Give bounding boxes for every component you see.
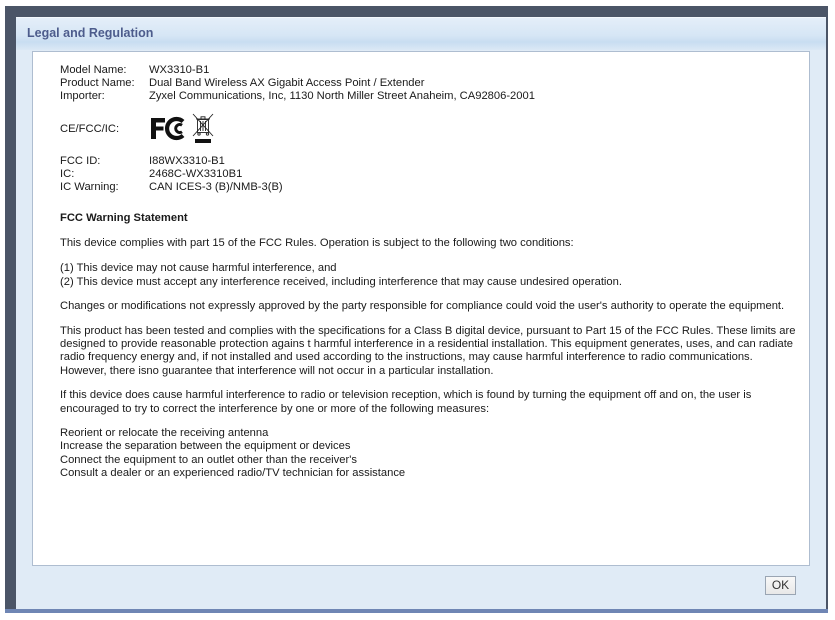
fcc-interference-text: If this device does cause harmful interference to radio or television reception, which is found by turning the equipment off and on, the user is encouraged to try to correct the interference by one or more of the following measures: (60, 389, 752, 415)
modal-frame (5, 6, 828, 609)
ic-warning-label: IC Warning: (60, 181, 119, 193)
legal-content-panel[interactable] (32, 51, 810, 566)
importer-value: Zyxel Communications, Inc, 1130 North Miller Street Anaheim, CA92806-2001 (149, 90, 535, 102)
product-name-label: Product Name: (60, 77, 135, 89)
legal-regulation-dialog (16, 17, 826, 609)
fcc-measure-3: Connect the equipment to an outlet other than the receiver's (60, 453, 357, 466)
ic-label: IC: (60, 168, 75, 180)
fcc-measure-1: Reorient or relocate the receiving antenna (60, 427, 269, 440)
fcc-measure-4: Consult a dealer or an experienced radio/TV technician for assistance (60, 467, 406, 480)
model-name-row (60, 64, 535, 77)
fcc-statement-heading: FCC Warning Statement (60, 212, 188, 224)
ic-warning-row (60, 181, 283, 194)
importer-label: Importer: (60, 90, 105, 102)
product-name-row (60, 77, 535, 90)
fcc-id-row (60, 155, 283, 168)
fcc-logo-icon (149, 112, 229, 146)
product-name-value: Dual Band Wireless AX Gigabit Access Point / Extender (149, 77, 425, 89)
ok-button[interactable]: OK (765, 576, 796, 595)
certification-logos (149, 112, 229, 146)
dialog-header (16, 18, 826, 50)
fcc-class-b-text: This product has been tested and complies with the specifications for a Class B digital device, pursuant to Part 15 of the FCC Rules. These limits are designed to provide reasonable protection agains t harmful interference in a residential installation. This equipment generates, uses, and can radiate radio frequency energy and, if not installed and used according to the instructions, may cause harmful interference to radio communications. However, there isno guarantee that interference will not occur in a particular installation. (60, 324, 796, 377)
weee-bin-icon (193, 114, 213, 136)
model-name-value: WX3310-B1 (149, 64, 210, 76)
certification-label: CE/FCC/IC: (60, 123, 120, 135)
fcc-condition-2: (2) This device must accept any interference received, including interference that may cause undesired operation. (60, 275, 622, 288)
ic-value: 2468C-WX3310B1 (149, 168, 243, 180)
ic-row (60, 168, 283, 181)
fcc-condition-1: (1) This device may not cause harmful interference, and (60, 262, 337, 275)
fcc-id-label: FCC ID: (60, 155, 101, 167)
regulatory-ids (60, 155, 283, 194)
product-info (60, 64, 535, 103)
ic-warning-value: CAN ICES-3 (B)/NMB-3(B) (149, 181, 283, 193)
weee-bar (195, 139, 211, 143)
fcc-warning-statement (60, 211, 800, 481)
fcc-intro-text: This device complies with part 15 of the FCC Rules. Operation is subject to the following two conditions: (60, 237, 574, 249)
fcc-measure-2: Increase the separation between the equipment or devices (60, 440, 351, 453)
importer-row (60, 90, 535, 103)
dialog-title: Legal and Regulation (27, 26, 154, 40)
fcc-id-value: I88WX3310-B1 (149, 155, 225, 167)
fcc-changes-text: Changes or modifications not expressly approved by the party responsible for compliance could void the user's authority to operate the equipment. (60, 300, 785, 313)
model-name-label: Model Name: (60, 64, 127, 76)
